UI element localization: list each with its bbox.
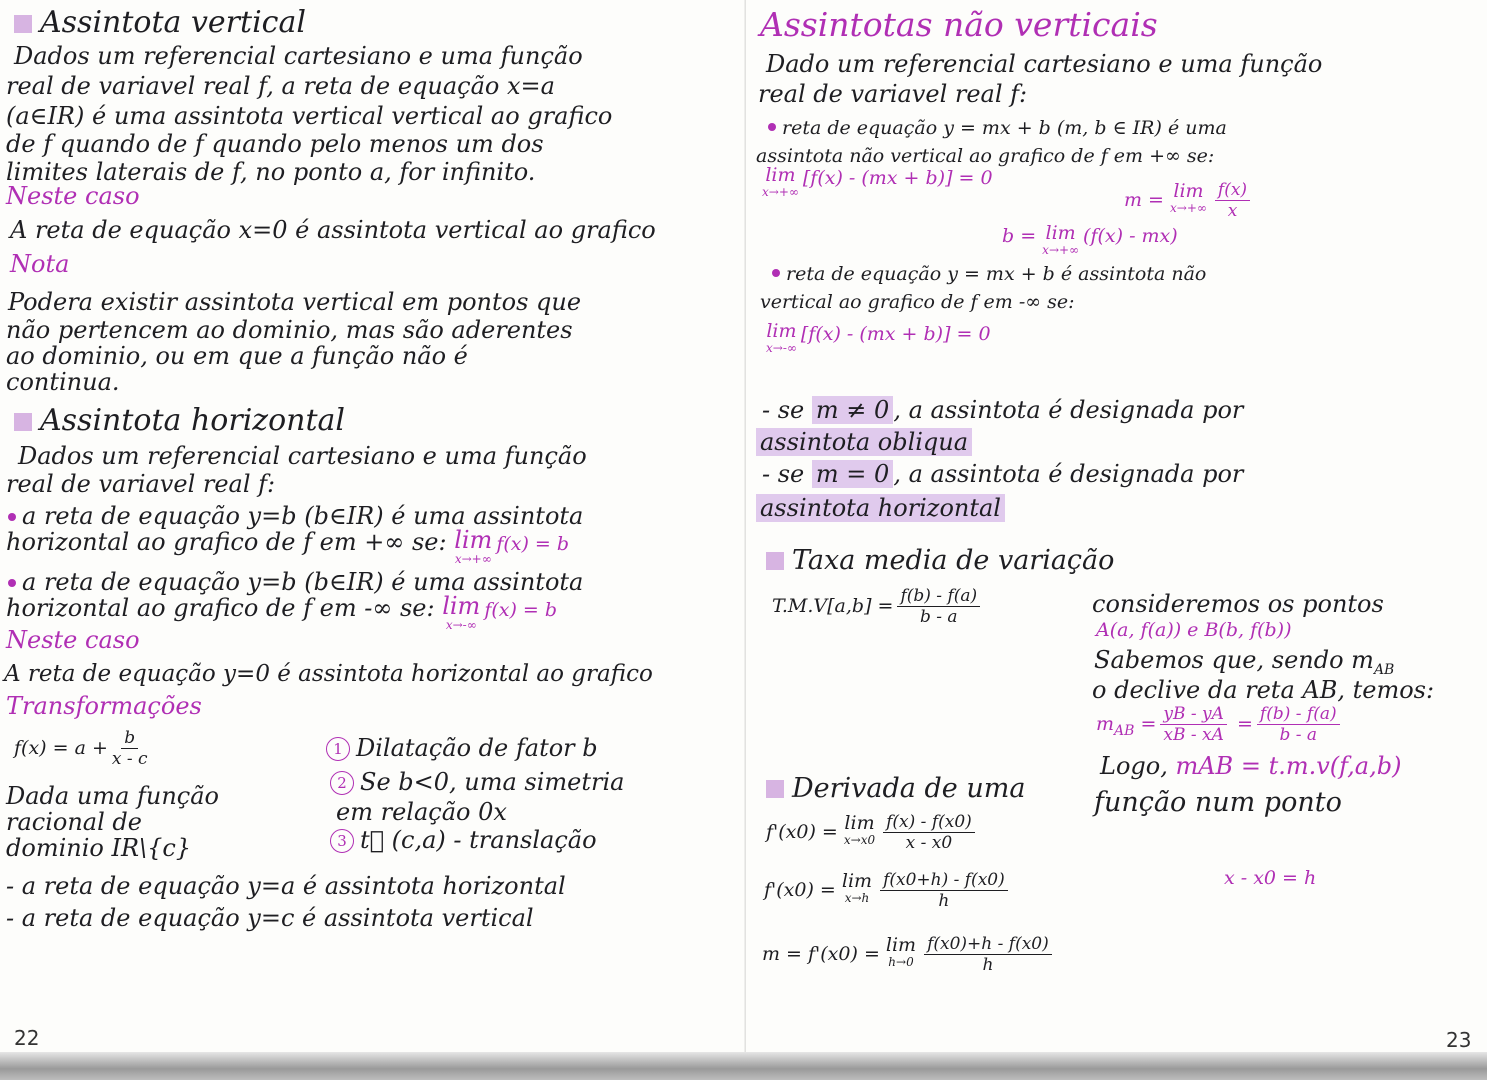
derivative-def-2: f'(x0) = lim x→h $\frac{f(x0+h) - f(x0)}{h}$	[764, 872, 1012, 910]
intro-line: real de variavel real f:	[758, 80, 1028, 108]
case-text: A reta de equação x=0 é assintota vertical ao grafico	[10, 216, 656, 244]
slope-ab-formula: $m_{AB}$ = $\frac{yB - yA}{xB - xA}$ = $\frac{f(b) - f(a)}{b - a}$	[1096, 706, 1344, 744]
page-number-right: 23	[1446, 1028, 1472, 1052]
rational-desc-line: dominio IR\{c}	[6, 834, 192, 862]
note-line: ao dominio, ou em que a função não é	[6, 342, 468, 370]
note-line: Podera existir assintota vertical em pontos que	[8, 288, 582, 316]
rational-desc-line: Dada uma função	[6, 782, 219, 810]
horizontal-text-line: real de variavel real f:	[6, 470, 276, 498]
condition-minus-line2: vertical ao grafico de f em -∞ se:	[760, 291, 1075, 313]
case-label: Neste caso	[6, 626, 140, 654]
case-label: Neste caso	[6, 182, 140, 210]
limit-minus-inf: lim x→-∞ [f(x) - (mx + b)] = 0	[766, 320, 991, 355]
derivative-title-2: função num ponto	[1094, 787, 1342, 818]
note-line: não pertencem ao dominio, mas são aderentes	[6, 316, 573, 344]
section-marker-icon	[14, 15, 32, 33]
page-number-left: 22	[14, 1026, 40, 1050]
vertical-text-line: Dados um referencial cartesiano e uma função	[14, 42, 583, 70]
vertical-text-line: de f quando de f quando pelo menos um dos	[6, 130, 544, 158]
condition-plus-line: reta de equação y = mx + b (m, b ∈ IR) é uma	[768, 116, 1227, 140]
slope-definition: Sabemos que, sendo $m_{AB}$	[1094, 646, 1395, 678]
transform-step-2: 2 Se b<0, uma simetria	[330, 768, 624, 796]
derivative-slope: m = f'(x0) = lim h→0 $\frac{f(x0)+h - f(x0)}{h}$	[762, 936, 1056, 974]
section-marker-icon	[766, 780, 784, 798]
intro-line: Dado um referencial cartesiano e uma função	[766, 50, 1323, 78]
slope-formula: m = lim x→+∞ $\frac{f(x)}{x}$	[1124, 182, 1254, 220]
bullet-icon	[8, 579, 16, 587]
oblique-name: assintota obliqua	[756, 428, 972, 456]
transform-step-2b: em relação 0x	[336, 798, 507, 826]
limit: lim x→+∞	[454, 526, 493, 566]
vertical-text-line: limites laterais de f, no ponto a, for infinito.	[6, 158, 536, 186]
slope-definition-2: o declive da reta AB, temos:	[1092, 676, 1435, 704]
increment-relation: x - x0 = h	[1224, 867, 1317, 889]
average-rate-title: Taxa media de variação	[766, 544, 1114, 578]
bullet-2-line: a reta de equação y=b (b∈IR) é uma assintota	[8, 568, 583, 596]
vertical-text-line: (a∈IR) é uma assintota vertical vertical ao grafico	[6, 102, 613, 130]
bullet-2-condition: horizontal ao grafico de f em -∞ se: lim x→-∞ f(x) = b	[6, 592, 558, 632]
condition-minus-line: reta de equação y = mx + b é assintota não	[772, 262, 1206, 286]
vertical-text-line: real de variavel real f, a reta de equação x=a	[6, 72, 555, 100]
rational-result-line: - a reta de equação y=c é assintota vertical	[6, 904, 534, 932]
right-page	[746, 0, 1487, 1058]
bullet-icon	[768, 123, 776, 131]
points-ab: A(a, f(a)) e B(b, f(b))	[1096, 619, 1292, 641]
horizontal-text-line: Dados um referencial cartesiano e uma função	[18, 442, 587, 470]
limit: lim x→-∞	[442, 592, 481, 632]
bullet-1-condition: horizontal ao grafico de f em +∞ se: lim x→+∞ f(x) = b	[6, 526, 570, 566]
step-number: 1	[326, 737, 350, 761]
limit-plus-inf: lim x→+∞ [f(x) - (mx + b)] = 0	[762, 164, 993, 199]
section-marker-icon	[14, 413, 32, 431]
rational-desc-line: racional de	[6, 808, 142, 836]
horizontal-case: - se m = 0 , a assintota é designada por	[762, 460, 1244, 488]
step-number: 3	[330, 829, 354, 853]
transformations-label: Transformações	[6, 692, 202, 720]
condition-plus-line2: assintota não vertical ao grafico de f em +∞ se:	[756, 145, 1215, 167]
rational-result-line: - a reta de equação y=a é assintota horizontal	[6, 872, 566, 900]
average-rate-formula: T.M.V[a,b] = $\frac{f(b) - f(a)}{b - a}$	[772, 588, 984, 626]
note-line: continua.	[6, 368, 120, 396]
conclusion: Logo, mAB = t.m.v(f,a,b)	[1100, 752, 1402, 780]
derivative-def-1: f'(x0) = lim x→x0 $\frac{f(x) - f(x0)}{x - x0}$	[766, 814, 979, 852]
vertical-asymptote-title: Assintota vertical	[14, 6, 306, 40]
consider-points: consideremos os pontos	[1092, 590, 1384, 618]
section-marker-icon	[766, 552, 784, 570]
left-page	[0, 0, 744, 1058]
bullet-icon	[8, 513, 16, 521]
scan-bottom-edge	[0, 1052, 1487, 1080]
oblique-case: - se m ≠ 0 , a assintota é designada por	[762, 396, 1244, 424]
transform-step-1: 1 Dilatação de fator b	[326, 734, 598, 762]
transform-step-3: 3 t⃗ (c,a) - translação	[330, 826, 597, 854]
intercept-formula: b = lim x→+∞ (f(x) - mx)	[1002, 222, 1178, 257]
step-number: 2	[330, 771, 354, 795]
horizontal-name: assintota horizontal	[756, 494, 1005, 522]
horizontal-asymptote-title: Assintota horizontal	[14, 404, 345, 438]
non-vertical-asymptotes-title: Assintotas não verticais	[760, 5, 1158, 44]
note-label: Nota	[10, 250, 70, 278]
bullet-icon	[772, 269, 780, 277]
derivative-title: Derivada de uma	[766, 772, 1025, 806]
bullet-1-line: a reta de equação y=b (b∈IR) é uma assintota	[8, 502, 583, 530]
case-text: A reta de equação y=0 é assintota horizontal ao grafico	[4, 661, 653, 687]
rational-function: f(x) = a + $\frac{b}{x - c}$	[14, 728, 148, 769]
